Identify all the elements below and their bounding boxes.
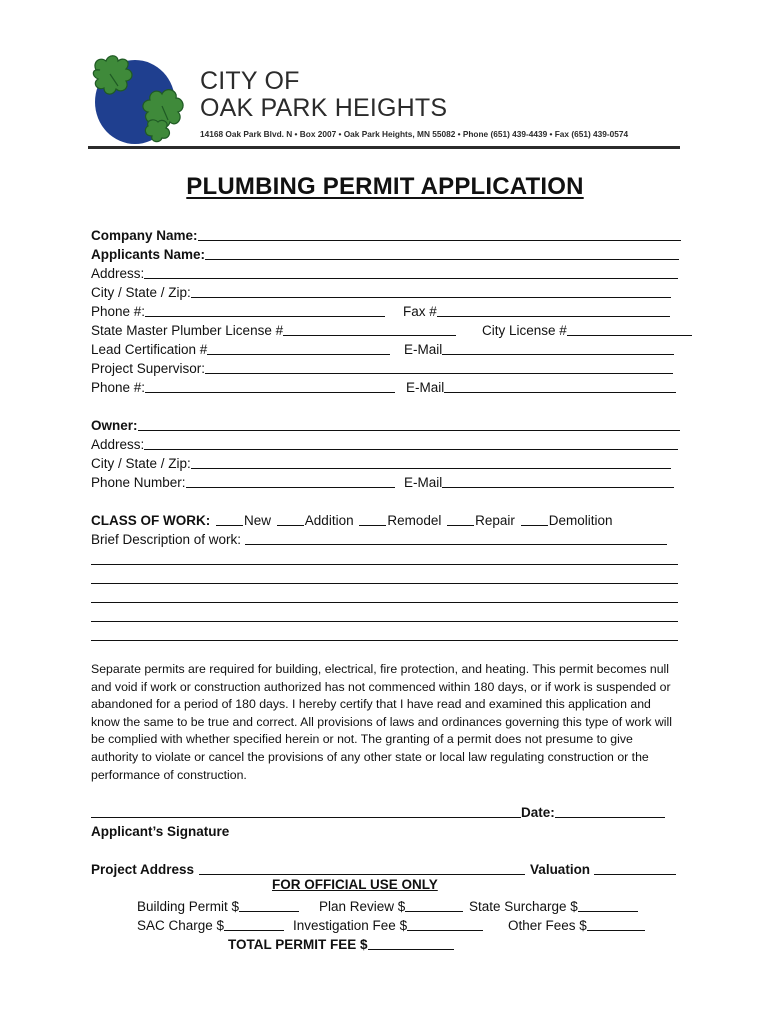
- letterhead: [88, 48, 680, 152]
- building-permit-field[interactable]: [239, 898, 299, 912]
- project-supervisor-row: [91, 360, 681, 378]
- owner-label: Owner:: [91, 418, 138, 433]
- applicant-city-row: [91, 284, 681, 302]
- state-license-label: State Master Plumber License #: [91, 323, 284, 338]
- owner-address-field[interactable]: [144, 436, 678, 450]
- owner-city-row: [91, 455, 681, 473]
- signature-field[interactable]: [91, 804, 521, 818]
- applicant-address-label: Address:: [91, 266, 145, 281]
- applicant-email-group: [404, 341, 674, 359]
- description-line[interactable]: [91, 583, 678, 584]
- city-name-line1: CITY OF: [200, 67, 300, 95]
- supervisor-phone-field[interactable]: [145, 379, 395, 393]
- description-field[interactable]: [245, 531, 667, 545]
- plan-review-group: [319, 898, 463, 916]
- class-of-work-label: CLASS OF WORK:: [91, 513, 211, 528]
- owner-city-field[interactable]: [191, 455, 671, 469]
- new-checkline[interactable]: [216, 512, 243, 526]
- work-option-addition: Addition: [304, 513, 354, 528]
- project-address-label: Project Address: [91, 862, 195, 877]
- applicant-phone-label: Phone #:: [91, 304, 146, 319]
- owner-city-label: City / State / Zip:: [91, 456, 191, 471]
- form-title: PLUMBING PERMIT APPLICATION: [186, 173, 584, 200]
- oak-leaf-logo: [88, 48, 188, 148]
- work-option-demolition: Demolition: [548, 513, 613, 528]
- total-fee-field[interactable]: [368, 936, 454, 950]
- demolition-checkline[interactable]: [521, 512, 548, 526]
- owner-phone-field[interactable]: [186, 474, 395, 488]
- applicant-phone-group: [91, 303, 385, 321]
- official-row-2: [137, 917, 657, 935]
- applicant-fax-field[interactable]: [437, 303, 670, 317]
- city-license-group: [482, 322, 692, 340]
- signature-label: Applicant’s Signature: [91, 824, 230, 839]
- official-row-1: [137, 898, 657, 916]
- project-address-field[interactable]: [199, 861, 525, 875]
- plan-review-label: Plan Review $: [319, 899, 406, 914]
- sac-charge-field[interactable]: [224, 917, 284, 931]
- lead-cert-field[interactable]: [207, 341, 390, 355]
- valuation-field[interactable]: [594, 861, 676, 875]
- supervisor-email-label: E-Mail: [406, 380, 445, 395]
- signature-row: [91, 804, 681, 822]
- state-surcharge-label: State Surcharge $: [469, 899, 578, 914]
- building-permit-label: Building Permit $: [137, 899, 240, 914]
- owner-address-row: [91, 436, 681, 454]
- applicant-city-label: City / State / Zip:: [91, 285, 191, 300]
- investigation-fee-field[interactable]: [407, 917, 483, 931]
- owner-phone-group: [91, 474, 395, 492]
- legal-notice: Separate permits are required for building, electrical, fire protection, and heating. This permit becomes null and void if work or construction authorized has not commenced within 180 days, or if work is suspended or abandoned for a period of 180 days. I hereby certify that I have read and examined this application and know the same to be true and correct. All provisions of laws and ordinances governing this type of work will be complied with whether specified herein or not. The granting of a permit does not presume to give authority to violate or cancel the provisions of any other state or local law regulating construction or the performance of construction.: [91, 662, 672, 782]
- owner-email-field[interactable]: [442, 474, 674, 488]
- applicant-fax-group: [403, 303, 670, 321]
- addition-checkline[interactable]: [277, 512, 304, 526]
- description-line[interactable]: [91, 621, 678, 622]
- owner-phone-label: Phone Number:: [91, 475, 186, 490]
- project-supervisor-field[interactable]: [205, 360, 673, 374]
- state-surcharge-field[interactable]: [578, 898, 638, 912]
- investigation-fee-label: Investigation Fee $: [293, 918, 408, 933]
- lead-cert-row: [91, 341, 681, 359]
- description-line[interactable]: [91, 640, 678, 641]
- building-permit-group: [137, 898, 299, 916]
- state-surcharge-group: [469, 898, 638, 916]
- city-name-line2: OAK PARK HEIGHTS: [200, 94, 448, 122]
- sac-charge-label: SAC Charge $: [137, 918, 225, 933]
- lead-cert-label: Lead Certification #: [91, 342, 208, 357]
- owner-email-label: E-Mail: [404, 475, 443, 490]
- applicant-fax-label: Fax #: [403, 304, 437, 319]
- state-license-field[interactable]: [283, 322, 456, 336]
- lead-cert-group: [91, 341, 390, 359]
- company-name-row: [91, 227, 681, 245]
- description-line[interactable]: [91, 602, 678, 603]
- city-license-label: City License #: [482, 323, 567, 338]
- other-fees-field[interactable]: [587, 917, 645, 931]
- work-option-new: New: [244, 513, 272, 528]
- remodel-checkline[interactable]: [359, 512, 386, 526]
- owner-address-label: Address:: [91, 437, 145, 452]
- description-row: [91, 531, 681, 549]
- applicant-email-label: E-Mail: [404, 342, 443, 357]
- supervisor-email-field[interactable]: [444, 379, 676, 393]
- applicants-name-field[interactable]: [205, 246, 679, 260]
- work-option-repair: Repair: [475, 513, 515, 528]
- class-of-work-row: [91, 512, 681, 530]
- project-supervisor-label: Project Supervisor:: [91, 361, 206, 376]
- total-fee-row: [228, 936, 458, 954]
- sac-charge-group: [137, 917, 284, 935]
- owner-row: [91, 417, 681, 435]
- date-field[interactable]: [555, 804, 665, 818]
- repair-checkline[interactable]: [447, 512, 474, 526]
- owner-phone-row: [91, 474, 681, 492]
- supervisor-phone-group: [91, 379, 395, 397]
- valuation-label: Valuation: [530, 862, 591, 877]
- letterhead-divider: [88, 146, 680, 149]
- supervisor-phone-label: Phone #:: [91, 380, 146, 395]
- applicant-phone-fax-row: [91, 303, 681, 321]
- other-fees-group: [508, 917, 645, 935]
- license-row: [91, 322, 681, 340]
- company-name-label: Company Name:: [91, 228, 198, 243]
- applicants-name-label: Applicants Name:: [91, 247, 206, 262]
- supervisor-phone-row: [91, 379, 681, 397]
- official-use-title: FOR OFFICIAL USE ONLY: [272, 877, 438, 892]
- company-name-field[interactable]: [198, 227, 681, 241]
- date-label: Date:: [521, 805, 555, 820]
- city-name: [200, 68, 447, 122]
- applicant-phone-field[interactable]: [145, 303, 385, 317]
- other-fees-label: Other Fees $: [508, 918, 587, 933]
- supervisor-email-group: [406, 379, 676, 397]
- state-license-group: [91, 322, 456, 340]
- applicants-name-row: [91, 246, 681, 264]
- total-fee-label: TOTAL PERMIT FEE $: [228, 937, 368, 952]
- applicant-city-field[interactable]: [191, 284, 671, 298]
- city-license-field[interactable]: [567, 322, 692, 336]
- applicant-address-field[interactable]: [144, 265, 678, 279]
- owner-field[interactable]: [138, 417, 680, 431]
- applicant-email-field[interactable]: [442, 341, 674, 355]
- city-address: 14168 Oak Park Blvd. N • Box 2007 • Oak Park Heights, MN 55082 • Phone (651) 439-4439 • Fax (651) 439-0574: [200, 129, 629, 139]
- applicant-address-row: [91, 265, 681, 283]
- work-option-remodel: Remodel: [387, 513, 442, 528]
- owner-email-group: [404, 474, 674, 492]
- description-label: Brief Description of work:: [91, 532, 242, 547]
- investigation-fee-group: [293, 917, 483, 935]
- plan-review-field[interactable]: [405, 898, 463, 912]
- description-line[interactable]: [91, 564, 678, 565]
